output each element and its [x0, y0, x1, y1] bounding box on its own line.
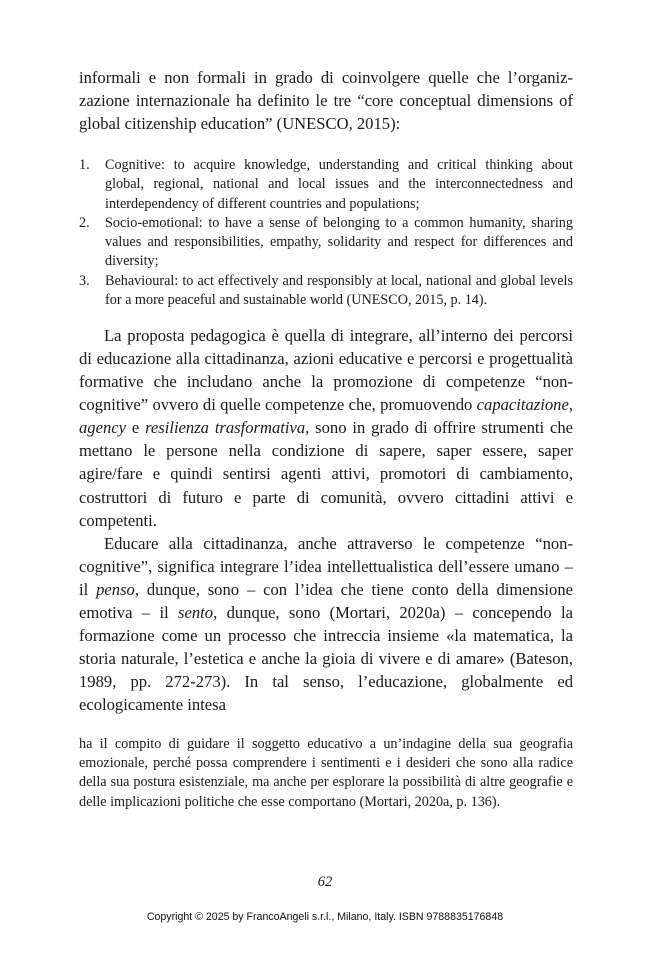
- list-item: [79, 272, 573, 310]
- paragraph-text: Educare alla cittadinanza, anche attraverso le competenze “non-cognitive”, significa integrare l’idea intellettualistica dell’essere umano – il: [79, 533, 573, 599]
- emphasis-text: resilienza trasformativa: [145, 418, 306, 438]
- list-item-text: Socio-emotional: to have a sense of belonging to a common humanity, sharing values and responsibilities, empathy, solidarity and respect for differences and diversity;: [105, 214, 573, 270]
- page-body: [79, 66, 573, 812]
- list-item: [79, 156, 573, 214]
- paragraph-citizenship-education: [79, 532, 573, 717]
- list-item-number: 2.: [79, 214, 90, 231]
- list-item-text: Behavioural: to act effectively and responsibly at local, national and global levels for a more peaceful and sustainable world (UNESCO, 2015, p. 14).: [105, 272, 573, 308]
- emphasis-text: penso: [96, 579, 135, 599]
- paragraph-text: , dunque, sono – con l’idea che tiene conto della dimensione emotiva – il: [79, 579, 574, 623]
- emphasis-text: capacitazione: [476, 395, 569, 415]
- paragraph-text: e: [126, 418, 146, 438]
- list-item-number: 3.: [79, 272, 90, 289]
- list-item-text: Cognitive: to acquire knowledge, understanding and critical thinking about global, regional, national and local issues and the interconnectedness and interdependency of different countries and populations;: [105, 157, 573, 212]
- paragraph-pedagogical-proposal: [79, 324, 573, 532]
- intro-paragraph: informali e non formali in grado di coinvolgere quelle che l’organizzazione internazionale ha definito le tre “core conceptual dimensions of global citizenship education” (UNESCO, 2015):: [79, 68, 573, 134]
- paragraph-text: ,: [568, 395, 573, 415]
- copyright-footer: Copyright © 2025 by FrancoAngeli s.r.l., Milano, Italy. ISBN 9788835176848: [146, 911, 504, 923]
- list-item: [79, 214, 573, 272]
- block-quote: ha il compito di guidare il soggetto educativo a un’indagine della sua geografia emozionale, perché possa comprendere i sentimenti e i desideri che sono alla radice della sua postura esistenziale, ma anche per esplorare la possibilità di altre geografie e delle implicazioni politiche che esse comportano (Mortari, 2020a, p. 136).: [79, 735, 573, 810]
- paragraph-text: La proposta pedagogica è quella di integrare, all’interno dei percorsi di educazione alla cittadinanza, azioni educative e percorsi e progettualità formative che includano anche la promozione di competenze “non-cognitive” ovvero di quelle competenze che, promuovendo: [79, 325, 573, 415]
- emphasis-text: sento: [178, 603, 214, 623]
- list-item-number: 1.: [79, 157, 90, 174]
- emphasis-text: agency: [79, 418, 126, 438]
- paragraph-text: , sono in grado di offrire strumenti che mettano le persone nella condizione di sapere, saper essere, saper agire/fare e quindi sentirsi agenti attivi, promotori di cambiamento, costruttori di futuro e parte di comunità, ovvero cittadini attivi e competenti.: [79, 418, 573, 530]
- page-number: 62: [317, 874, 333, 890]
- paragraph-text: , dunque, sono (Mortari, 2020a) – concependo la formazione come un processo che intreccia insieme «la matematica, la storia naturale, l’estetica e anche la gioia di vivere e di amare» (Bateson, 1989, pp. 272-273). In tal senso, l’educazione, globalmente ed ecologicamente intesa: [79, 603, 573, 715]
- dimensions-list: [79, 156, 573, 310]
